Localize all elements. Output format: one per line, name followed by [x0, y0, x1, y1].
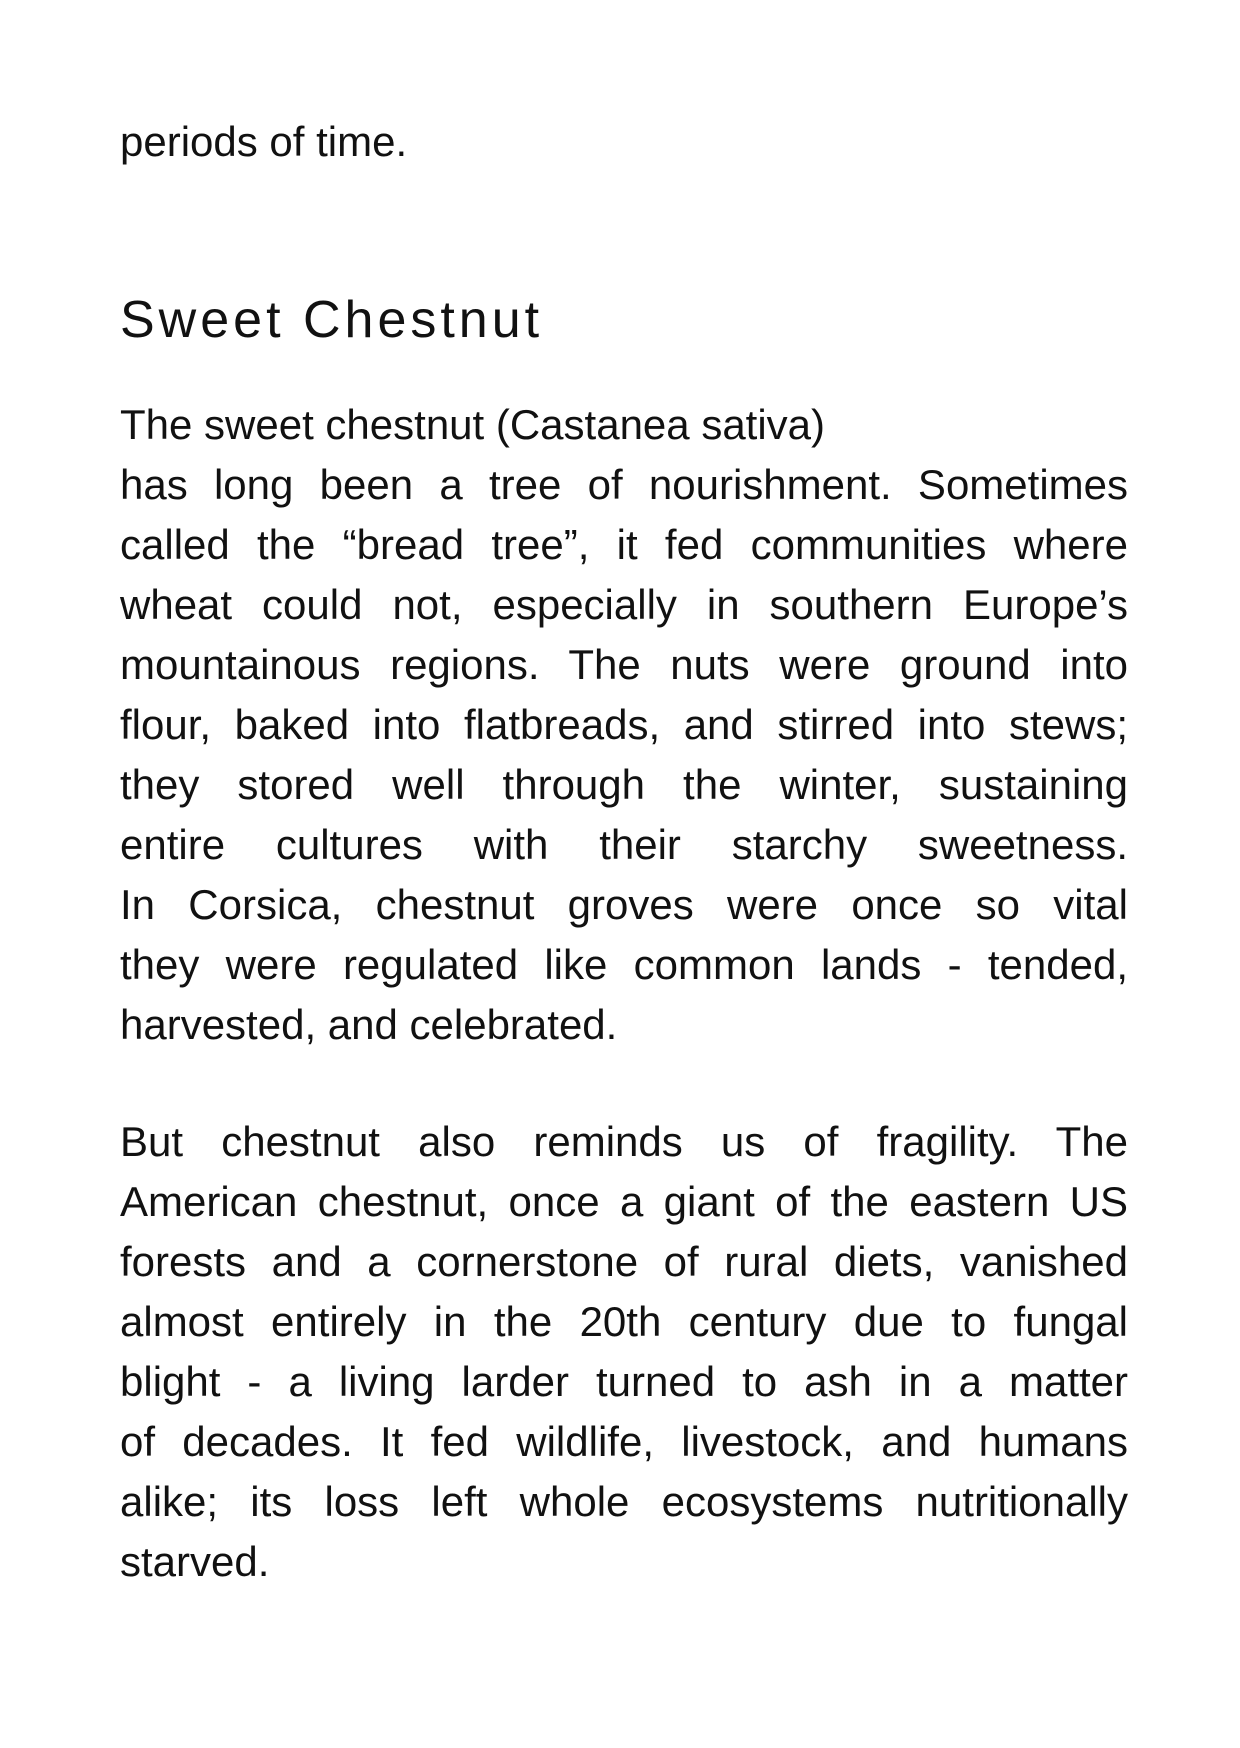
paragraph-1 — [120, 395, 1128, 1055]
continuation-text: periods of time. — [120, 118, 408, 165]
paragraph-2 — [120, 1112, 1128, 1592]
paragraph-line: The sweet chestnut (Castanea sativa) — [120, 401, 826, 448]
paragraph-line: entire cultures with their starchy sweetness. — [120, 821, 1128, 868]
paragraph-line: they were regulated like common lands - tended, — [120, 941, 1128, 988]
paragraph-line: has long been a tree of nourishment. Sometimes — [120, 461, 1128, 508]
paragraph-line: called the “bread tree”, it fed communities where — [120, 521, 1128, 568]
paragraph-line: almost entirely in the 20th century due to fungal — [120, 1298, 1128, 1345]
paragraph-line: flour, baked into flatbreads, and stirred into stews; — [120, 701, 1128, 748]
paragraph-line: starved. — [120, 1538, 270, 1585]
paragraph-line: American chestnut, once a giant of the eastern US — [120, 1178, 1128, 1225]
paragraph-line: alike; its loss left whole ecosystems nutritionally — [120, 1478, 1128, 1525]
paragraph-line: harvested, and celebrated. — [120, 1001, 618, 1048]
section-heading: Sweet Chestnut — [120, 291, 544, 349]
paragraph-line: forests and a cornerstone of rural diets, vanished — [120, 1238, 1128, 1285]
paragraph-line: In Corsica, chestnut groves were once so vital — [120, 881, 1128, 928]
paragraph-line: But chestnut also reminds us of fragility. The — [120, 1118, 1128, 1165]
paragraph-line: mountainous regions. The nuts were ground into — [120, 641, 1128, 688]
paragraph-line: they stored well through the winter, sustaining — [120, 761, 1128, 808]
paragraph-line: blight - a living larder turned to ash in a matter — [120, 1358, 1128, 1405]
paragraph-line: wheat could not, especially in southern Europe’s — [120, 581, 1128, 628]
paragraph-line: of decades. It fed wildlife, livestock, and humans — [120, 1418, 1128, 1465]
